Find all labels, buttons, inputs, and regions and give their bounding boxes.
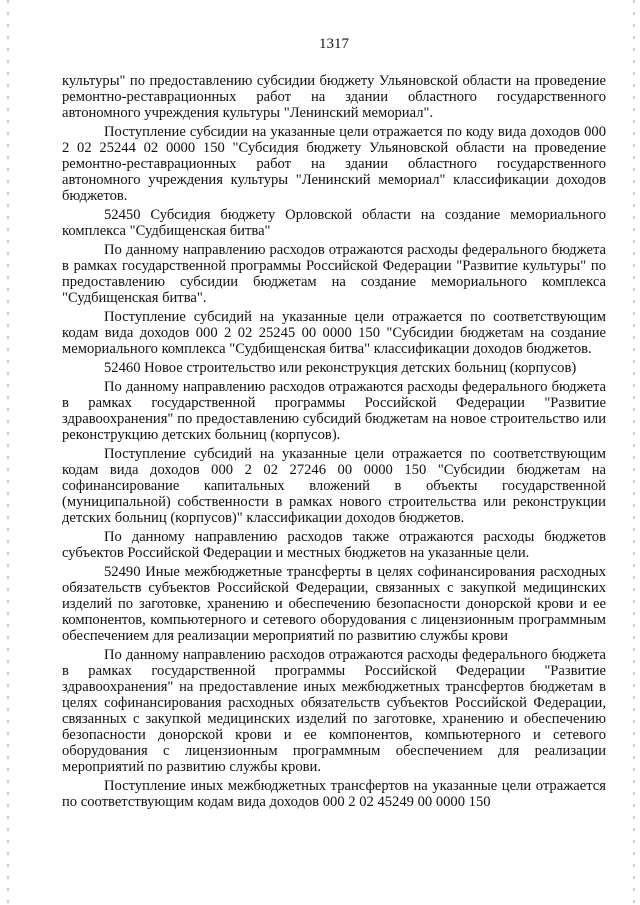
paragraph: По данному направлению расходов отражаются расходы федерального бюджета в рамках государственной программы Российской Федерации "Развитие здравоохранения" по предоставлению субсидий бюджетам на новое строительство или реконструкцию детских больниц (корпусов). (62, 379, 606, 443)
section-heading-52460: 52460 Новое строительство или реконструкция детских больниц (корпусов) (104, 360, 577, 376)
paragraph: Поступление субсидий на указанные цели отражается по соответствующим кодам вида доходов 000 2 02 27246 00 0000 150 "Субсидии бюджетам на софинансирование капитальных вложений в объекты государственной (муниципальной) собственности в рамках нового строительства или реконструкции детских больниц (корпусов)" классификации доходов бюджетов. (62, 446, 606, 526)
page-number: 1317 (319, 36, 349, 52)
paragraph: По данному направлению расходов отражаются расходы федерального бюджета в рамках государственной программы Российской Федерации "Развитие культуры" по предоставлению субсидии бюджетам на создание мемориального комплекса "Судбищенская битва". (62, 242, 606, 306)
paragraph: По данному направлению расходов отражаются расходы федерального бюджета в рамках государственной программы Российской Федерации "Развитие здравоохранения" на предоставление иных межбюджетных трансфертов бюджетам в целях софинансирования расходных обязательств субъектов Российской Федерации, связанных с закупкой медицинских изделий по заготовке, хранению и обеспечению безопасности донорской крови и ее компонентов, компьютерного и сетевого оборудования с лицензионным программным обеспечением для реализации мероприятий по развитию службы крови. (62, 647, 606, 775)
paragraph-continuation: культуры" по предоставлению субсидии бюджету Ульяновской области на проведение ремонтно-реставрационных работ на здании областного государственного автономного учреждения культуры "Ленинский мемориал". (62, 73, 606, 121)
section-heading-52450: 52450 Субсидия бюджету Орловской области на создание мемориального комплекса "Судбищенская битва" (62, 207, 606, 239)
paragraph: По данному направлению расходов также отражаются расходы бюджетов субъектов Российской Федерации и местных бюджетов на указанные цели. (62, 529, 606, 561)
section-heading-52490: 52490 Иные межбюджетные трансферты в целях софинансирования расходных обязательств субъектов Российской Федерации, связанных с закупкой медицинских изделий по заготовке, хранению и обеспечению безопасности донорской крови и ее компонентов, компьютерного и сетевого оборудования с лицензионным программным обеспечением для реализации мероприятий по развитию службы крови (62, 564, 606, 644)
paragraph: Поступление иных межбюджетных трансфертов на указанные цели отражается по соответствующим кодам вида доходов 000 2 02 45249 00 0000 150 (62, 778, 606, 810)
paragraph: Поступление субсидии на указанные цели отражается по коду вида доходов 000 2 02 25244 02 0000 150 "Субсидия бюджету Ульяновской области на проведение ремонтно-реставрационных работ на здании областного государственного автономного учреждения культуры "Ленинский мемориал" классификации доходов бюджетов. (62, 124, 606, 204)
paragraph: Поступление субсидий на указанные цели отражается по соответствующим кодам вида доходов 000 2 02 25245 00 0000 150 "Субсидии бюджетам на создание мемориального комплекса "Судбищенская битва" классификации доходов бюджетов. (62, 309, 606, 357)
